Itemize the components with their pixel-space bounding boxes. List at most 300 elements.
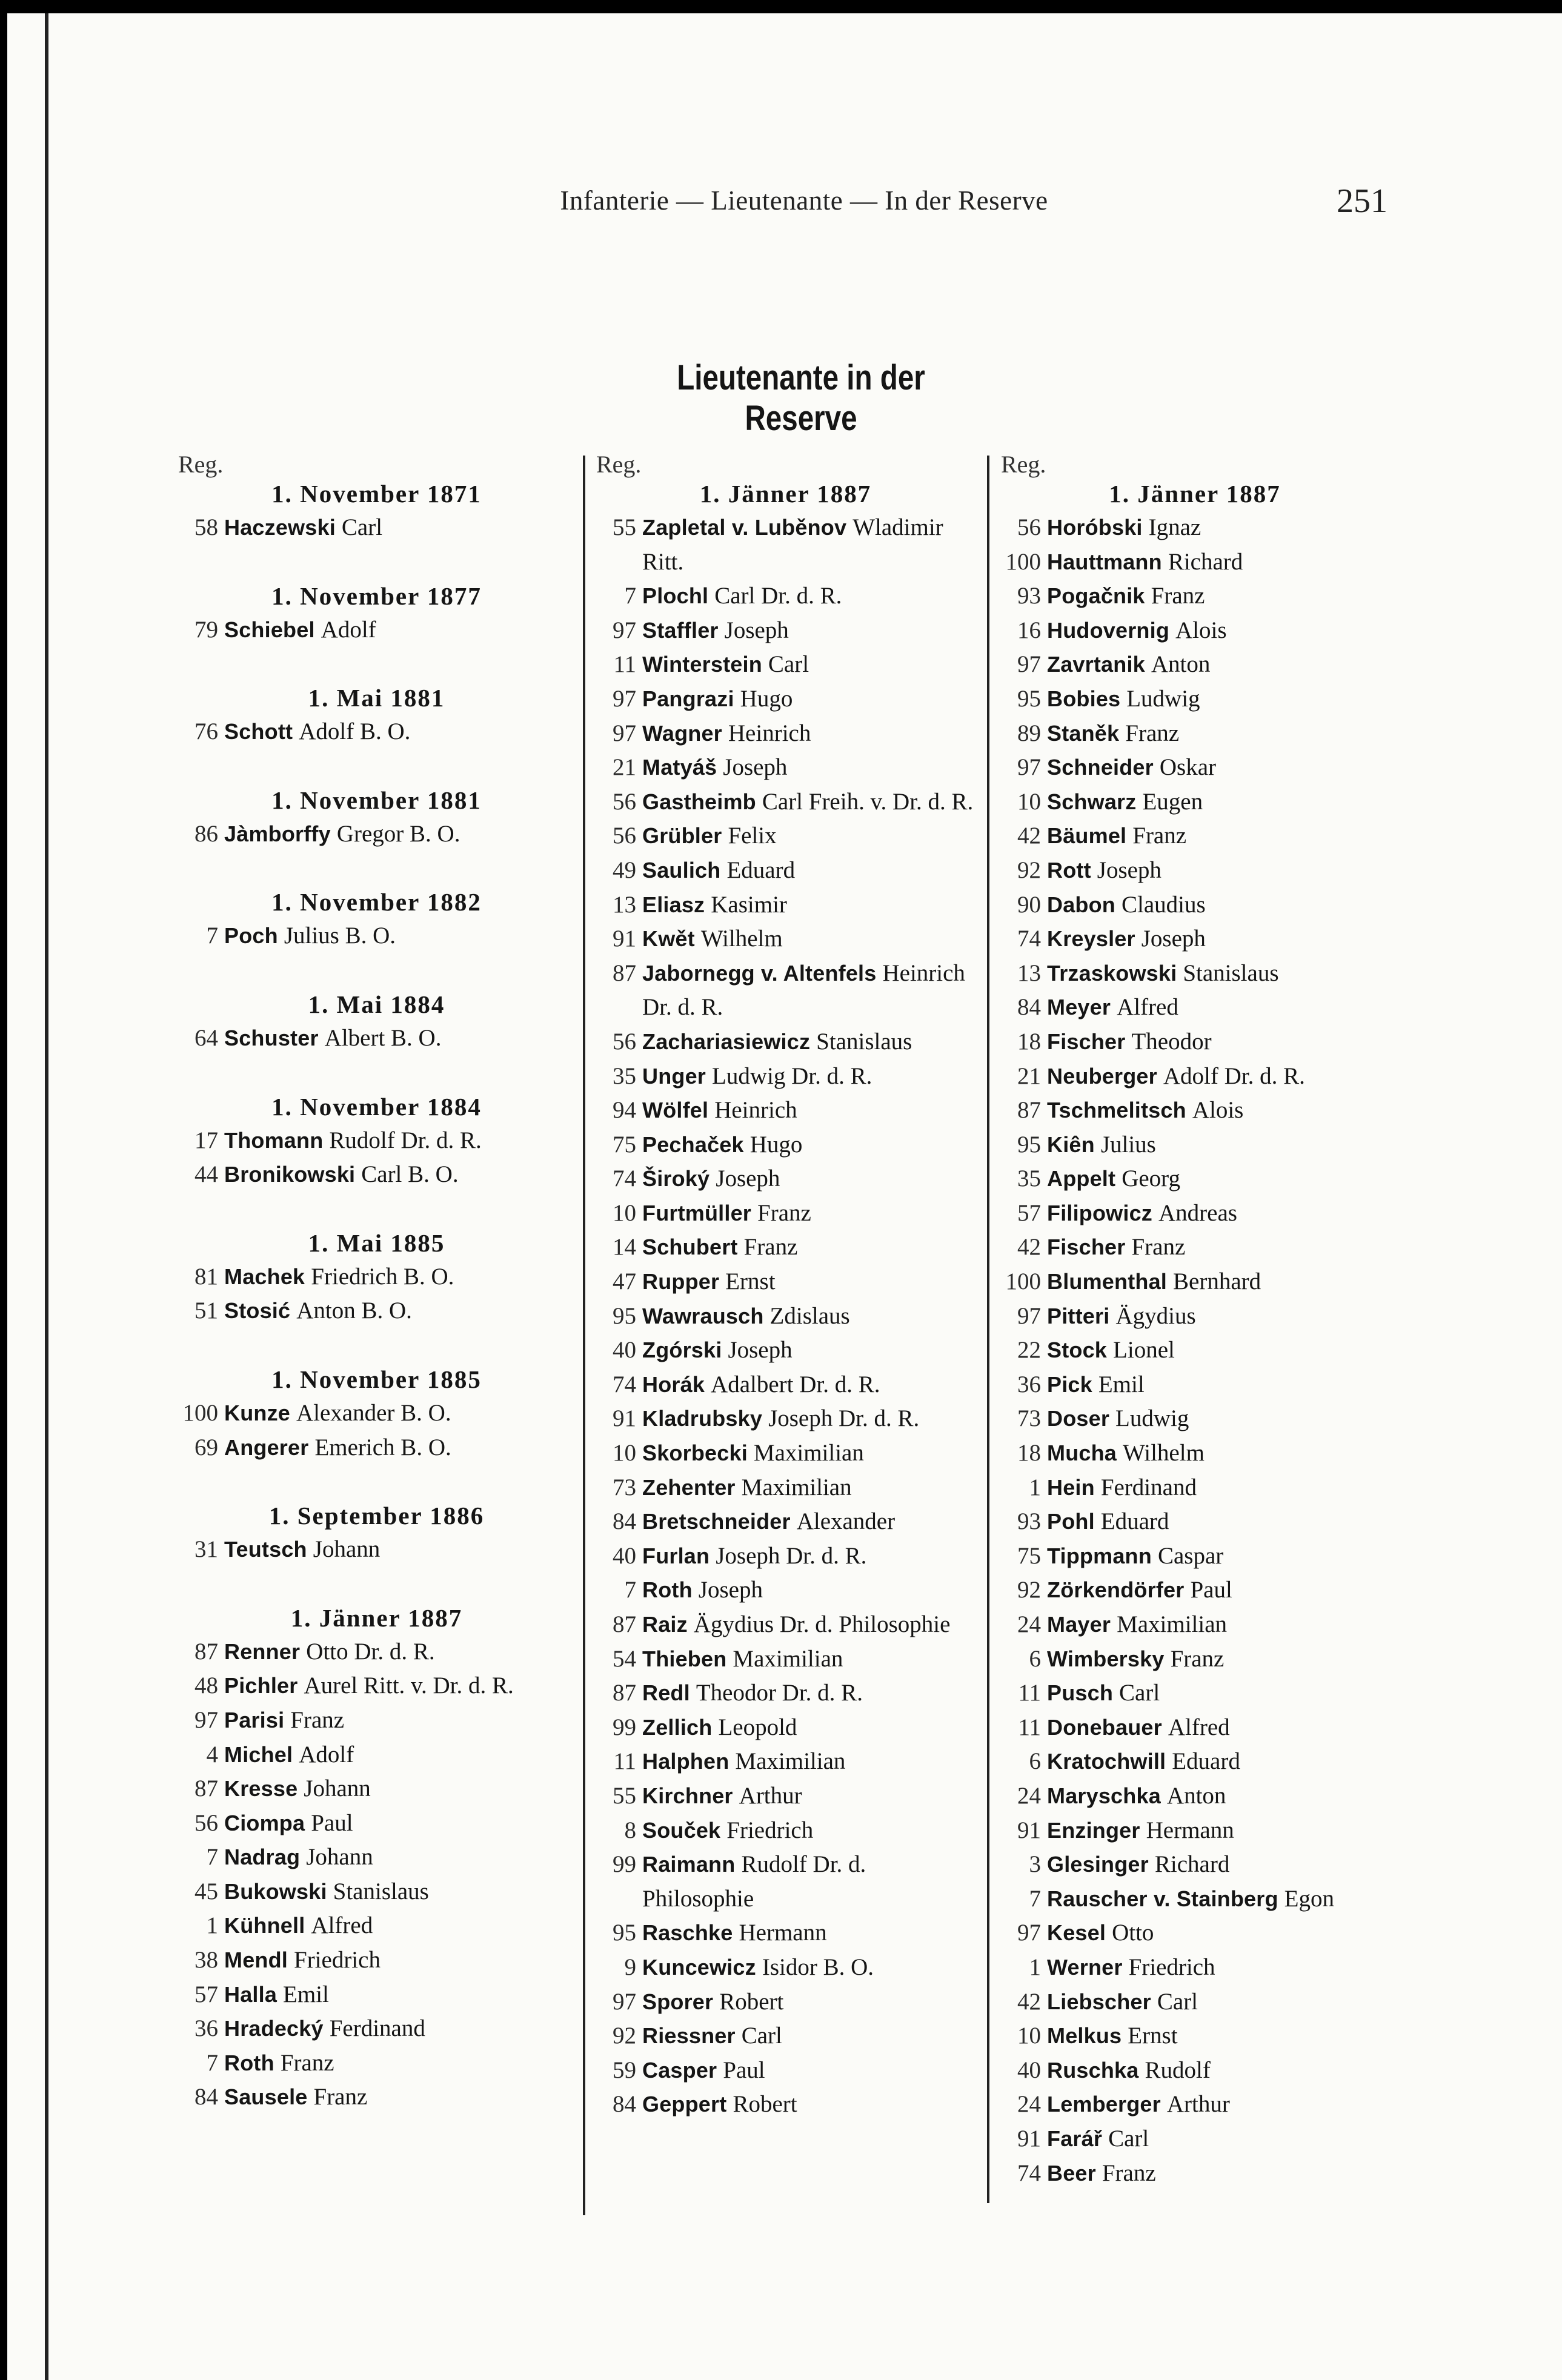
roster-entry — [1001, 2087, 1389, 2122]
entry-text — [224, 1943, 575, 1978]
surname: Geppert — [642, 2092, 727, 2117]
entry-text — [1047, 1745, 1389, 1779]
regiment-number: 48 — [194, 1672, 218, 1699]
regiment-number: 90 — [1017, 891, 1041, 918]
binding-edge — [45, 13, 48, 2380]
roster-entry — [596, 922, 975, 956]
column-divider — [987, 456, 989, 2203]
surname: Pitteri — [1047, 1303, 1110, 1328]
roster-entry — [178, 817, 575, 852]
given-name: Alexander B. O. — [296, 1399, 451, 1426]
roster-entry — [596, 648, 975, 682]
surname: Pichler — [224, 1673, 298, 1699]
regiment-number: 97 — [1017, 754, 1041, 781]
surname: Pick — [1047, 1371, 1092, 1397]
surname: Gastheimb — [642, 789, 756, 814]
regiment-number: 45 — [194, 1878, 218, 1904]
regiment-number: 35 — [1017, 1165, 1041, 1192]
section-title: Lieutenante in der Reserve — [677, 358, 925, 438]
entry-text — [224, 1635, 575, 1669]
entry-text — [1047, 922, 1389, 956]
surname: Doser — [1047, 1406, 1110, 1431]
roster-entry — [178, 2080, 575, 2115]
entry-text — [1047, 511, 1389, 545]
entry-text — [1047, 1059, 1389, 1094]
given-name: Gregor B. O. — [336, 820, 460, 847]
surname: Halla — [224, 1981, 278, 2007]
surname: Hein — [1047, 1474, 1095, 1500]
regiment-number: 1 — [1029, 1954, 1041, 1980]
entry-text — [1047, 1333, 1389, 1368]
entry-text — [642, 682, 975, 717]
regiment-number: 73 — [613, 1474, 636, 1500]
roster-entry — [596, 1093, 975, 1128]
roster-entry — [596, 1368, 975, 1402]
given-name: Otto — [1112, 1920, 1154, 1946]
surname: Sporer — [642, 1989, 714, 2014]
surname: Farář — [1047, 2126, 1103, 2151]
surname: Unger — [642, 1063, 706, 1089]
given-name: Arthur — [739, 1782, 802, 1809]
given-name: Rudolf Dr. d. Philosophie — [642, 1851, 866, 1912]
regiment-number: 16 — [1017, 617, 1041, 643]
surname: Thomann — [224, 1127, 324, 1153]
given-name: Franz — [1132, 823, 1187, 849]
surname: Filipowicz — [1047, 1200, 1153, 1225]
entry-text — [224, 1840, 575, 1875]
given-name: Stanislaus — [816, 1028, 912, 1055]
regiment-number: 95 — [1017, 685, 1041, 712]
roster-entry — [596, 1711, 975, 1745]
roster-entry — [596, 1333, 975, 1368]
regiment-number: 99 — [613, 1714, 636, 1740]
roster-entry — [1001, 785, 1389, 820]
regiment-number: 11 — [613, 651, 636, 678]
given-name: Ägydius Dr. d. Philosophie — [693, 1611, 951, 1637]
given-name: Carl — [741, 2023, 782, 2049]
surname: Poch — [224, 923, 278, 949]
roster-entry — [1001, 1573, 1389, 1608]
roster-entry — [1001, 511, 1389, 545]
surname: Grübler — [642, 823, 722, 849]
surname: Angerer — [224, 1434, 309, 1460]
promotion-date: 1. Mai 1884 — [308, 990, 445, 1018]
surname: Maryschka — [1047, 1783, 1161, 1808]
roster-entry — [596, 1779, 975, 1814]
regiment-number: 7 — [624, 583, 636, 609]
entry-text — [224, 1124, 575, 1158]
surname: Redl — [642, 1680, 690, 1706]
regiment-number: 75 — [1017, 1542, 1041, 1569]
entry-text — [642, 614, 975, 648]
roster-entry — [1001, 1093, 1389, 1128]
regiment-number: 10 — [613, 1440, 636, 1467]
entry-text — [642, 922, 975, 956]
surname: Pangrazi — [642, 686, 734, 711]
entry-text — [642, 819, 975, 854]
given-name: Carl — [1119, 1680, 1160, 1706]
given-name: Paul — [1190, 1577, 1232, 1603]
roster-entry — [596, 1676, 975, 1711]
entry-text — [1047, 1916, 1389, 1951]
roster-entry — [1001, 990, 1389, 1025]
regiment-number: 69 — [194, 1434, 218, 1460]
roster-entry — [596, 1402, 975, 1436]
entry-text — [1047, 2019, 1389, 2053]
regiment-number: 84 — [194, 2084, 218, 2110]
roster-entry — [178, 613, 575, 648]
entry-text — [642, 1265, 975, 1299]
roster-entry — [178, 511, 575, 545]
entry-text — [1047, 1196, 1389, 1231]
entry-text — [224, 1669, 575, 1703]
regiment-number: 97 — [194, 1706, 218, 1733]
entry-text — [642, 888, 975, 923]
given-name: Alois — [1175, 617, 1227, 643]
given-name: Ludwig — [1126, 685, 1200, 712]
regiment-number: 100 — [1005, 548, 1041, 575]
entry-text — [1047, 614, 1389, 648]
regiment-number: 100 — [1005, 1268, 1041, 1295]
roster-entry — [1001, 1402, 1389, 1436]
entry-text — [1047, 1779, 1389, 1814]
group-spacer — [178, 1567, 575, 1601]
entry-text — [224, 2080, 575, 2115]
given-name: Ignaz — [1148, 514, 1201, 540]
column-1 — [178, 452, 575, 2115]
given-name: Oskar — [1159, 754, 1216, 781]
given-name: Ferdinand — [1100, 1474, 1197, 1500]
roster-entry — [178, 1533, 575, 1567]
surname: Kiên — [1047, 1132, 1095, 1157]
given-name: Kasimir — [711, 891, 787, 918]
roster-entry — [596, 1265, 975, 1299]
regiment-number: 51 — [194, 1298, 218, 1324]
surname: Mayer — [1047, 1612, 1111, 1637]
surname: Trzaskowski — [1047, 960, 1177, 986]
roster-entry — [596, 2019, 975, 2053]
surname: Pogačnik — [1047, 583, 1145, 609]
regiment-number: 13 — [613, 891, 636, 918]
regiment-number: 22 — [1017, 1337, 1041, 1364]
roster-entry — [596, 1608, 975, 1642]
entry-text — [1047, 1882, 1389, 1917]
entry-text — [1047, 2087, 1389, 2122]
entry-text — [224, 1294, 575, 1328]
entry-text — [642, 511, 975, 579]
roster-entry — [596, 1814, 975, 1848]
regiment-number: 36 — [194, 2015, 218, 2042]
promotion-date: 1. November 1885 — [271, 1365, 482, 1393]
given-name: Carl — [1157, 1988, 1198, 2015]
roster-entry — [1001, 1608, 1389, 1642]
roster-entry — [1001, 1951, 1389, 1985]
given-name: Wilhelm — [1123, 1440, 1205, 1467]
roster-entry — [178, 919, 575, 953]
regiment-number: 21 — [1017, 1062, 1041, 1089]
entry-text — [642, 648, 975, 682]
roster-entry — [178, 1840, 575, 1875]
given-name: Joseph — [723, 754, 788, 781]
given-name: Ludwig Dr. d. R. — [712, 1062, 872, 1089]
roster-entry — [596, 1985, 975, 2020]
surname: Schubert — [642, 1235, 738, 1260]
entry-text — [224, 1533, 575, 1567]
roster-entry — [178, 1021, 575, 1056]
given-name: Anton — [1151, 651, 1211, 678]
given-name: Heinrich — [728, 720, 811, 746]
roster-entry — [178, 1260, 575, 1294]
roster-entry — [1001, 1471, 1389, 1505]
roster-entry — [596, 751, 975, 785]
promotion-date: 1. Jänner 1887 — [290, 1603, 463, 1632]
given-name: Maximilian — [753, 1440, 864, 1467]
surname: Fischer — [1047, 1235, 1126, 1260]
surname: Roth — [224, 2050, 274, 2075]
roster-entry — [1001, 854, 1389, 888]
surname: Dabon — [1047, 892, 1115, 917]
regiment-number: 81 — [194, 1263, 218, 1290]
given-name: Heinrich Dr. d. R. — [642, 960, 965, 1021]
surname: Winterstein — [642, 652, 762, 677]
regiment-number: 64 — [194, 1024, 218, 1051]
roster-entry — [178, 1294, 575, 1328]
roster-entry — [1001, 1882, 1389, 1917]
surname: Thieben — [642, 1646, 727, 1671]
regiment-number: 8 — [624, 1817, 636, 1843]
given-name: Adalbert Dr. d. R. — [711, 1371, 880, 1397]
entry-text — [1047, 990, 1389, 1025]
given-name: Alfred — [1168, 1714, 1230, 1740]
entry-text — [1047, 2156, 1389, 2191]
given-name: Emerich B. O. — [314, 1434, 451, 1460]
regiment-number: 6 — [1029, 1645, 1041, 1672]
given-name: Friedrich — [1128, 1954, 1215, 1980]
entry-text — [1047, 545, 1389, 580]
entry-text — [642, 1093, 975, 1128]
entry-text — [224, 1978, 575, 2012]
reg-label: Reg. — [178, 451, 224, 478]
surname: Riessner — [642, 2023, 736, 2049]
entry-text — [224, 2046, 575, 2081]
regiment-number: 1 — [1029, 1474, 1041, 1500]
regiment-number: 47 — [613, 1268, 636, 1295]
roster-entry — [596, 579, 975, 614]
entry-text — [642, 1814, 975, 1848]
regiment-number: 55 — [613, 1782, 636, 1809]
given-name: Stanislaus — [333, 1878, 429, 1904]
surname: Machek — [224, 1264, 305, 1289]
entry-text — [642, 717, 975, 751]
regiment-number: 59 — [613, 2057, 636, 2083]
regiment-number: 36 — [1017, 1371, 1041, 1397]
promotion-date: 1. Jänner 1887 — [699, 480, 872, 508]
regiment-number: 10 — [613, 1199, 636, 1226]
roster-entry — [1001, 1196, 1389, 1231]
given-name: Isidor B. O. — [762, 1954, 874, 1980]
page-number: 251 — [1337, 182, 1388, 220]
given-name: Joseph — [698, 1577, 763, 1603]
entry-text — [642, 1368, 975, 1402]
entry-text — [224, 1431, 575, 1465]
entry-text — [642, 1985, 975, 2020]
regiment-number: 11 — [613, 1748, 636, 1775]
regiment-number: 44 — [194, 1161, 218, 1188]
given-name: Friedrich B. O. — [311, 1263, 454, 1290]
entry-text — [642, 1128, 975, 1162]
given-name: Wilhelm — [700, 926, 783, 952]
entry-text — [1047, 579, 1389, 614]
surname: Pechaček — [642, 1132, 744, 1157]
regiment-number: 56 — [1017, 514, 1041, 540]
surname: Hauttmann — [1047, 549, 1162, 574]
entry-text — [1047, 1162, 1389, 1196]
entry-text — [224, 1738, 575, 1772]
entry-text — [1047, 2053, 1389, 2088]
given-name: Franz — [1170, 1645, 1225, 1672]
entry-text — [1047, 2122, 1389, 2156]
entry-text — [224, 2012, 575, 2046]
given-name: Rudolf Dr. d. R. — [329, 1127, 482, 1153]
regiment-number: 42 — [1017, 823, 1041, 849]
entry-text — [224, 715, 575, 749]
entry-text — [642, 2087, 975, 2122]
given-name: Bernhard — [1173, 1268, 1261, 1295]
entry-text — [1047, 1402, 1389, 1436]
given-name: Theodor — [1131, 1028, 1212, 1055]
given-name: Hermann — [739, 1920, 827, 1946]
regiment-number: 11 — [1018, 1680, 1041, 1706]
entry-text — [224, 613, 575, 648]
given-name: Adolf B. O. — [299, 718, 411, 745]
group-spacer — [178, 1056, 575, 1090]
surname: Mendl — [224, 1947, 288, 1973]
entry-text — [642, 1745, 975, 1779]
surname: Casper — [642, 2057, 717, 2083]
given-name: Paul — [723, 2057, 765, 2083]
roster-entry — [1001, 956, 1389, 991]
regiment-number: 89 — [1017, 720, 1041, 746]
given-name: Friedrich — [726, 1817, 814, 1843]
surname: Pohl — [1047, 1509, 1095, 1534]
given-name: Hermann — [1146, 1817, 1234, 1843]
roster-entry — [596, 1916, 975, 1951]
given-name: Eduard — [1100, 1508, 1169, 1535]
surname: Roth — [642, 1577, 693, 1603]
roster-entry — [1001, 1128, 1389, 1162]
given-name: Ernst — [1128, 2023, 1178, 2049]
surname: Blumenthal — [1047, 1269, 1168, 1294]
roster-entry — [1001, 579, 1389, 614]
roster-entry — [178, 1635, 575, 1669]
regiment-number: 35 — [613, 1062, 636, 1089]
entry-text — [1047, 1814, 1389, 1848]
roster-entry — [596, 1299, 975, 1334]
roster-entry — [1001, 1539, 1389, 1574]
regiment-number: 87 — [613, 1611, 636, 1637]
promotion-date: 1. Mai 1885 — [308, 1228, 445, 1257]
roster-entry — [596, 1951, 975, 1985]
regiment-number: 9 — [624, 1954, 636, 1980]
given-name: Emil — [283, 1981, 329, 2007]
given-name: Ludwig — [1115, 1405, 1189, 1432]
roster-entry — [178, 1772, 575, 1806]
given-name: Maximilian — [733, 1645, 843, 1672]
given-name: Andreas — [1158, 1199, 1237, 1226]
surname: Zapletal v. Luběnov — [642, 515, 847, 540]
entry-text — [642, 1676, 975, 1711]
roster-entry — [1001, 545, 1389, 580]
surname: Teutsch — [224, 1537, 307, 1562]
entry-text — [224, 1806, 575, 1841]
surname: Michel — [224, 1742, 293, 1767]
roster-entry — [1001, 1711, 1389, 1745]
surname: Parisi — [224, 1707, 285, 1732]
regiment-number: 56 — [613, 788, 636, 815]
group-spacer — [178, 545, 575, 579]
entry-text — [1047, 648, 1389, 682]
regiment-number: 97 — [613, 1988, 636, 2015]
regiment-number: 11 — [1018, 1714, 1041, 1740]
given-name: Richard — [1154, 1851, 1230, 1878]
roster-entry — [1001, 1676, 1389, 1711]
regiment-number: 14 — [613, 1234, 636, 1261]
given-name: Ernst — [725, 1268, 776, 1295]
given-name: Maximilian — [735, 1748, 846, 1775]
surname: Kreysler — [1047, 926, 1135, 952]
surname: Eliasz — [642, 892, 705, 917]
given-name: Felix — [728, 823, 777, 849]
regiment-number: 86 — [194, 820, 218, 847]
promotion-date: 1. November 1884 — [271, 1092, 482, 1121]
entry-text — [1047, 717, 1389, 751]
surname: Jàmborffy — [224, 821, 331, 846]
surname: Staněk — [1047, 720, 1120, 746]
surname: Skorbecki — [642, 1440, 748, 1466]
promotion-date: 1. November 1882 — [271, 888, 482, 917]
group-spacer — [178, 647, 575, 681]
given-name: Robert — [719, 1988, 784, 2015]
regiment-number: 42 — [1017, 1234, 1041, 1261]
roster-entry — [596, 1162, 975, 1196]
given-name: Julius — [1100, 1131, 1156, 1158]
roster-entry — [596, 614, 975, 648]
entry-text — [1047, 1471, 1389, 1505]
regiment-number: 7 — [206, 923, 218, 949]
promotion-date: 1. November 1877 — [271, 582, 482, 610]
regiment-number: 7 — [624, 1577, 636, 1603]
given-name: Heinrich — [714, 1097, 797, 1124]
regiment-number: 73 — [1017, 1405, 1041, 1432]
surname: Enzinger — [1047, 1817, 1140, 1843]
given-name: Ägydius — [1115, 1302, 1196, 1329]
surname: Fischer — [1047, 1029, 1126, 1054]
surname: Saulich — [642, 857, 721, 883]
surname: Wawrausch — [642, 1303, 764, 1328]
given-name: Carl Freih. v. Dr. d. R. — [762, 788, 974, 815]
roster-entry — [1001, 1779, 1389, 1814]
roster-entry — [596, 511, 975, 579]
entry-text — [1047, 1265, 1389, 1299]
roster-entry — [1001, 819, 1389, 854]
regiment-number: 24 — [1017, 1782, 1041, 1809]
given-name: Wladimir Ritt. — [642, 514, 943, 575]
surname: Wimbersky — [1047, 1646, 1165, 1671]
entry-text — [1047, 1539, 1389, 1574]
surname: Hradecký — [224, 2016, 324, 2041]
entry-text — [224, 1909, 575, 1943]
entry-text — [224, 1396, 575, 1431]
